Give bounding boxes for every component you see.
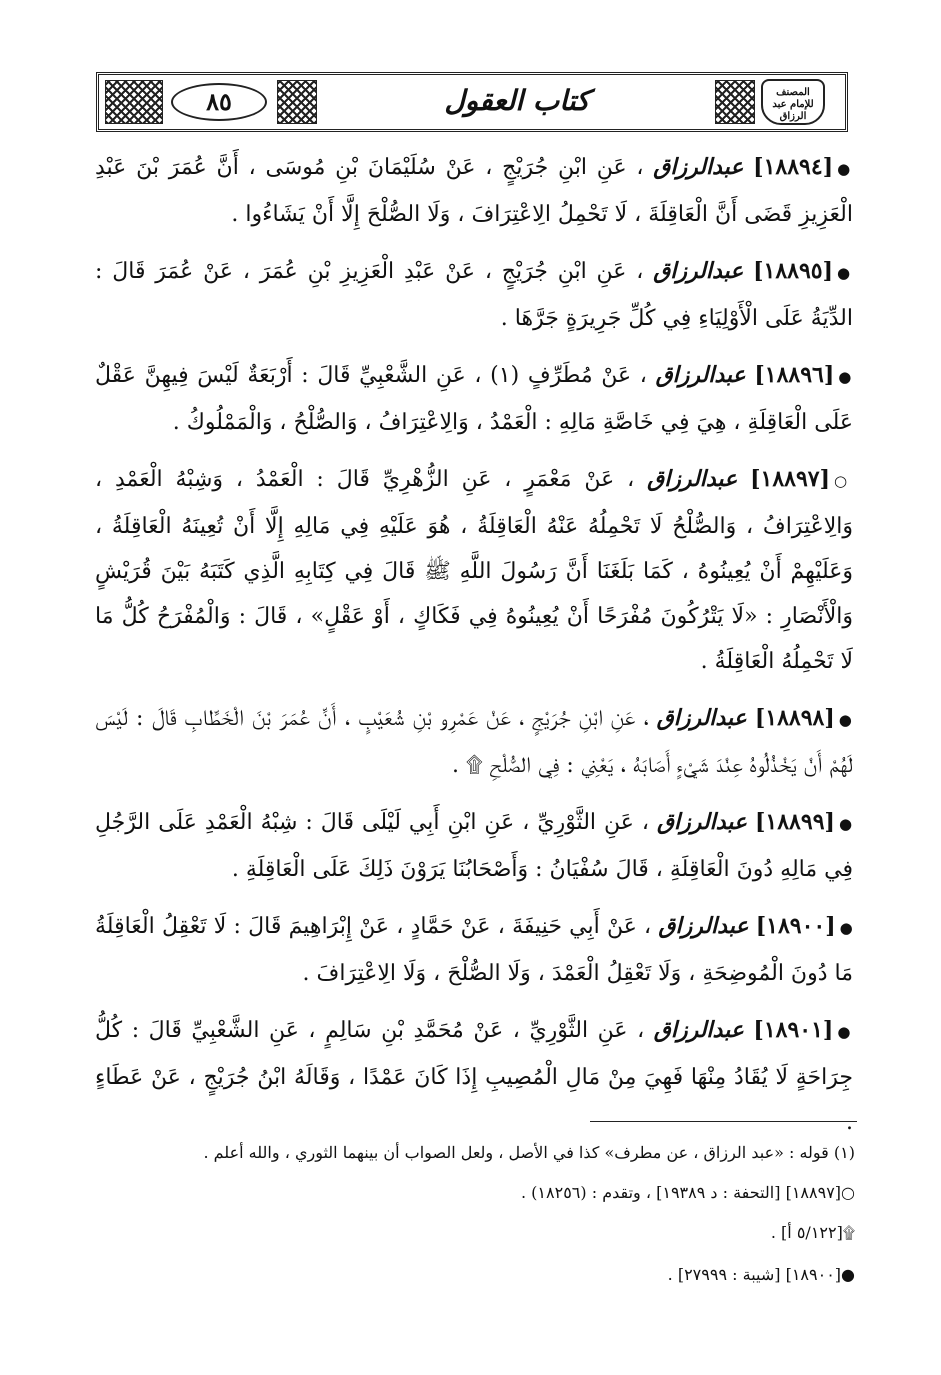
ornament-left-inner bbox=[277, 80, 317, 124]
book-seal bbox=[761, 79, 825, 125]
hadith-entry bbox=[95, 904, 853, 996]
hadith-entry bbox=[95, 145, 853, 237]
entry-text: ، عَنِ ابْنِ جُرَيْجٍ ، عَنْ عَمْرِو بْنِ شُعَيْبٍ ، أَنَّ عُمَرَ بْنَ الْخَطَّابِ قَالَ : لَيْسَ لَهُمْ أَنْ يَخْذُلُوهُ عِنْدَ شَيْءٍ أَصَابَهُ ، يَعْنِي : فِي الصُّلْحِ ۩ . bbox=[95, 706, 853, 778]
main-text bbox=[95, 145, 853, 1157]
hadith-entry bbox=[95, 457, 853, 684]
entry-source: عبدالرزاق bbox=[656, 809, 748, 835]
footnote-divider bbox=[590, 1121, 857, 1122]
entry-marker: ● bbox=[838, 711, 853, 729]
entry-number: [١٨٨٩٤] bbox=[753, 154, 834, 180]
ornament-left-outer bbox=[105, 80, 163, 124]
entry-number: [١٨٩٠٠] bbox=[755, 913, 836, 939]
footnote-2: ○[١٨٨٩٧] [التحفة : د ١٩٣٨٩] ، وتقدم : (١٨٢٥٦) . bbox=[521, 1183, 855, 1202]
entry-source: عبدالرزاق bbox=[653, 154, 744, 180]
entry-marker: ● bbox=[837, 264, 853, 282]
entry-text: ، عَنِ الثَّوْرِيِّ ، عَنِ ابْنِ أَبِي لَيْلَى قَالَ : شِبْهُ الْعَمْدِ عَلَى الرَّجُلِ فِي مَالِهِ دُونَ الْعَاقِلَةِ ، قَالَ سُفْيَانُ : وَأَصْحَابُنَا يَرَوْنَ ذَلِكَ عَلَى الْعَاقِلَةِ . bbox=[95, 810, 853, 882]
entry-number: [١٨٨٩٨] bbox=[754, 705, 835, 731]
entry-text: ، عَنِ ابْنِ جُرَيْجٍ ، عَنْ عَبْدِ الْعَزِيزِ بْنِ عُمَرَ ، عَنْ عُمَرَ قَالَ : الدِّيَةُ عَلَى الْأَوْلِيَاءِ فِي كُلِّ جَرِيرَةٍ جَرَّهَا . bbox=[95, 259, 853, 331]
seal-line-2: للإمام عبد الرزاق bbox=[772, 99, 814, 122]
entry-number: [١٨٨٩٩] bbox=[755, 809, 835, 835]
entry-marker: ● bbox=[838, 815, 854, 833]
footnote-3: ۩[٥/١٢٢ أ] . bbox=[770, 1223, 855, 1242]
hadith-entry bbox=[95, 353, 853, 445]
entry-source: عبدالرزاق bbox=[653, 258, 744, 284]
ornament-right-inner bbox=[715, 80, 755, 124]
entry-source: عبدالرزاق bbox=[656, 705, 747, 731]
entry-text: ، عَنْ أَبِي حَنِيفَةَ ، عَنْ حَمَّادٍ ، عَنْ إِبْرَاهِيمَ قَالَ : لَا تَعْقِلُ الْعَاقِلَةُ مَا دُونَ الْمُوضِحَةِ ، وَلَا تَعْقِلُ الْعَمْدَ ، وَلَا الصُّلْحَ ، وَلَا الِاعْتِرَافَ . bbox=[95, 914, 853, 986]
page-number: ٨٥ bbox=[171, 83, 267, 121]
entry-source: عبدالرزاق bbox=[647, 466, 738, 492]
page-header bbox=[96, 72, 848, 132]
entry-number: [١٨٨٩٧] bbox=[750, 466, 831, 492]
entry-text: ، عَنِ الثَّوْرِيِّ ، عَنْ مُحَمَّدِ بْنِ سَالِمٍ ، عَنِ الشَّعْبِيِّ قَالَ : كُلُّ جِرَاحَةٍ لَا يُقَادُ مِنْهَا فَهِيَ مِنْ مَالِ الْمُصِيبِ إِذَا كَانَ عَمْدًا ، وَقَالَهُ ابْنُ جُرَيْجٍ ، عَنْ عَطَاءٍ . bbox=[95, 1018, 853, 1135]
footnote-1: (١) قوله : «عبد الرزاق ، عن مطرف» كذا في الأصل ، ولعل الصواب أن بينهما الثوري ، والله أعلم . bbox=[203, 1143, 855, 1162]
entry-text: ، عَنِ ابْنِ جُرَيْجٍ ، عَنْ سُلَيْمَانَ بْنِ مُوسَى ، أَنَّ عُمَرَ بْنَ عَبْدِ الْعَزِيزِ قَضَى أَنَّ الْعَاقِلَةَ ، لَا تَحْمِلُ الِاعْتِرَافَ ، وَلَا الصُّلْحَ إِلَّا أَنْ يَشَاءُوا . bbox=[95, 155, 853, 227]
entry-marker: ● bbox=[838, 368, 854, 386]
entry-marker: ○ bbox=[834, 472, 853, 490]
entry-number: [١٨٨٩٦] bbox=[754, 362, 835, 388]
entry-number: [١٨٩٠١] bbox=[753, 1017, 834, 1043]
entry-marker: ● bbox=[837, 1023, 853, 1041]
hadith-entry bbox=[95, 249, 853, 341]
entry-number: [١٨٨٩٥] bbox=[753, 258, 834, 284]
entry-source: عبدالرزاق bbox=[658, 913, 749, 939]
running-title: كتاب العقول bbox=[444, 84, 590, 117]
entry-text: ، عَنْ مُطَرِّفٍ (١) ، عَنِ الشَّعْبِيِّ قَالَ : أَرْبَعَةٌ لَيْسَ فِيهِنَّ عَقْلٌ عَلَى الْعَاقِلَةِ ، هِيَ فِي خَاصَّةِ مَالِهِ : الْعَمْدُ ، وَالِاعْتِرَافُ ، وَالصُّلْحُ ، وَالْمَمْلُوكُ . bbox=[95, 363, 853, 435]
entry-source: عبدالرزاق bbox=[653, 1017, 744, 1043]
entry-text: ، عَنْ مَعْمَرٍ ، عَنِ الزُّهْرِيِّ قَالَ : الْعَمْدُ ، وَشِبْهُ الْعَمْدِ ، وَالِاعْتِرَافُ ، وَالصُّلْحُ لَا تَحْمِلُهُ عَنْهُ الْعَاقِلَةُ ، هُوَ عَلَيْهِ فِي مَالِهِ إِلَّا أَنْ تُعِينَهُ الْعَاقِلَةُ ، وَعَلَيْهِمْ أَنْ يُعِينُوهُ ، كَمَا بَلَغَنَا أَنَّ رَسُولَ اللَّهِ ﷺ قَالَ فِي كِتَابِهِ الَّذِي كَتَبَهُ بَيْنَ قُرَيْشٍ وَالْأَنْصَارِ : «لَا يَتْرُكُونَ مُفْرَحًا أَنْ يُعِينُوهُ فِي فَكَاكٍ ، أَوْ عَقْلٍ» ، قَالَ : وَالْمُفْرَحُ كُلُّ مَا لَا تَحْمِلُهُ الْعَاقِلَةُ . bbox=[95, 467, 853, 674]
footnote-4: ●[١٨٩٠٠] [شيبة : ٢٧٩٩٩] . bbox=[667, 1265, 855, 1284]
hadith-entry bbox=[95, 1008, 853, 1145]
entry-marker: ● bbox=[837, 160, 853, 178]
seal-line-1: المصنف bbox=[776, 87, 810, 98]
hadith-entry bbox=[95, 696, 853, 788]
hadith-entry bbox=[95, 800, 853, 892]
entry-source: عبدالرزاق bbox=[655, 362, 746, 388]
entry-marker: ● bbox=[839, 919, 853, 937]
